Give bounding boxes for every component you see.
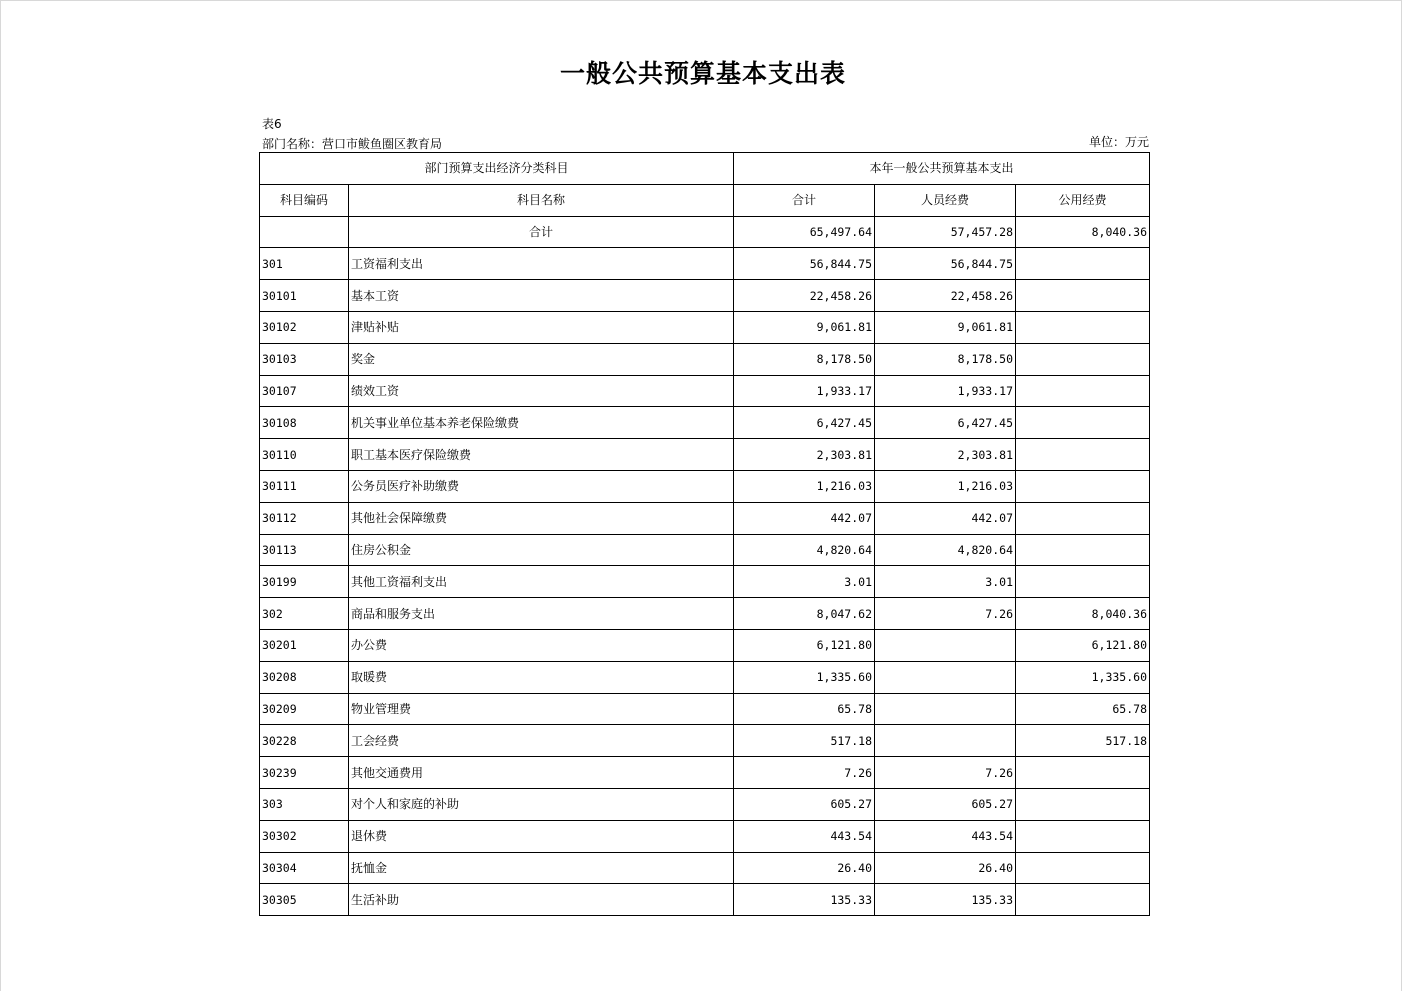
header-name: 科目名称 xyxy=(349,184,734,216)
row-public xyxy=(1016,375,1150,407)
row-total: 517.18 xyxy=(734,725,875,757)
row-code: 30108 xyxy=(260,407,349,439)
row-personnel xyxy=(875,693,1016,725)
page-edge-top xyxy=(0,0,1402,1)
table-row xyxy=(260,566,1150,598)
row-public: 8,040.36 xyxy=(1016,598,1150,630)
table-row xyxy=(260,884,1150,916)
row-total: 6,427.45 xyxy=(734,407,875,439)
row-name: 工资福利支出 xyxy=(349,248,734,280)
row-name: 办公费 xyxy=(349,629,734,661)
row-personnel: 26.40 xyxy=(875,852,1016,884)
row-code: 30305 xyxy=(260,884,349,916)
table-row xyxy=(260,343,1150,375)
table-row xyxy=(260,534,1150,566)
row-name: 住房公积金 xyxy=(349,534,734,566)
row-code: 30199 xyxy=(260,566,349,598)
row-total: 56,844.75 xyxy=(734,248,875,280)
row-total: 442.07 xyxy=(734,502,875,534)
row-total: 6,121.80 xyxy=(734,629,875,661)
page-edge-left xyxy=(0,0,1,991)
row-name: 职工基本医疗保险缴费 xyxy=(349,439,734,471)
row-personnel: 4,820.64 xyxy=(875,534,1016,566)
row-code: 30209 xyxy=(260,693,349,725)
row-code: 30112 xyxy=(260,502,349,534)
row-code: 30101 xyxy=(260,280,349,312)
table-row xyxy=(260,248,1150,280)
row-total: 7.26 xyxy=(734,757,875,789)
budget-table-body xyxy=(260,153,1150,916)
row-public: 517.18 xyxy=(1016,725,1150,757)
row-public: 65.78 xyxy=(1016,693,1150,725)
row-total: 443.54 xyxy=(734,820,875,852)
row-personnel: 442.07 xyxy=(875,502,1016,534)
row-public xyxy=(1016,470,1150,502)
row-code: 30111 xyxy=(260,470,349,502)
row-personnel: 7.26 xyxy=(875,757,1016,789)
table-row xyxy=(260,280,1150,312)
table-row xyxy=(260,375,1150,407)
row-public xyxy=(1016,852,1150,884)
row-code: 30201 xyxy=(260,629,349,661)
row-personnel: 605.27 xyxy=(875,788,1016,820)
table-row xyxy=(260,470,1150,502)
row-total: 8,178.50 xyxy=(734,343,875,375)
row-name: 物业管理费 xyxy=(349,693,734,725)
row-total: 65,497.64 xyxy=(734,216,875,248)
row-name: 取暖费 xyxy=(349,661,734,693)
table-number: 表6 xyxy=(262,117,282,131)
row-total: 135.33 xyxy=(734,884,875,916)
row-code: 303 xyxy=(260,788,349,820)
row-personnel: 443.54 xyxy=(875,820,1016,852)
row-public: 8,040.36 xyxy=(1016,216,1150,248)
row-total: 65.78 xyxy=(734,693,875,725)
header-code: 科目编码 xyxy=(260,184,349,216)
row-public xyxy=(1016,788,1150,820)
table-row xyxy=(260,661,1150,693)
row-name: 津贴补贴 xyxy=(349,311,734,343)
row-personnel: 6,427.45 xyxy=(875,407,1016,439)
row-code: 30113 xyxy=(260,534,349,566)
row-code: 30228 xyxy=(260,725,349,757)
row-public xyxy=(1016,311,1150,343)
row-code: 301 xyxy=(260,248,349,280)
table-row xyxy=(260,852,1150,884)
row-personnel xyxy=(875,661,1016,693)
row-personnel: 7.26 xyxy=(875,598,1016,630)
row-total: 26.40 xyxy=(734,852,875,884)
row-name: 合计 xyxy=(349,216,734,248)
header-row-group xyxy=(260,153,1150,185)
row-code: 30208 xyxy=(260,661,349,693)
row-total: 22,458.26 xyxy=(734,280,875,312)
row-personnel: 8,178.50 xyxy=(875,343,1016,375)
header-total: 合计 xyxy=(734,184,875,216)
row-code: 302 xyxy=(260,598,349,630)
row-code: 30102 xyxy=(260,311,349,343)
row-public xyxy=(1016,343,1150,375)
row-public xyxy=(1016,248,1150,280)
row-public xyxy=(1016,884,1150,916)
row-public xyxy=(1016,407,1150,439)
row-public xyxy=(1016,439,1150,471)
row-code: 30239 xyxy=(260,757,349,789)
row-total: 1,335.60 xyxy=(734,661,875,693)
table-row xyxy=(260,788,1150,820)
row-total: 9,061.81 xyxy=(734,311,875,343)
row-public xyxy=(1016,280,1150,312)
row-personnel xyxy=(875,629,1016,661)
row-personnel: 57,457.28 xyxy=(875,216,1016,248)
row-code: 30107 xyxy=(260,375,349,407)
row-code: 30304 xyxy=(260,852,349,884)
header-personnel: 人员经费 xyxy=(875,184,1016,216)
table-row xyxy=(260,725,1150,757)
header-public: 公用经费 xyxy=(1016,184,1150,216)
row-name: 机关事业单位基本养老保险缴费 xyxy=(349,407,734,439)
row-personnel: 9,061.81 xyxy=(875,311,1016,343)
row-name: 对个人和家庭的补助 xyxy=(349,788,734,820)
row-public xyxy=(1016,757,1150,789)
header-basic-expenditure: 本年一般公共预算基本支出 xyxy=(734,153,1150,185)
row-public xyxy=(1016,566,1150,598)
row-total: 2,303.81 xyxy=(734,439,875,471)
table-row xyxy=(260,693,1150,725)
document-title: 一般公共预算基本支出表 xyxy=(559,59,846,88)
row-personnel: 2,303.81 xyxy=(875,439,1016,471)
row-name: 工会经费 xyxy=(349,725,734,757)
row-personnel: 56,844.75 xyxy=(875,248,1016,280)
table-row xyxy=(260,439,1150,471)
row-name: 其他工资福利支出 xyxy=(349,566,734,598)
row-total: 4,820.64 xyxy=(734,534,875,566)
row-name: 公务员医疗补助缴费 xyxy=(349,470,734,502)
table-row xyxy=(260,216,1150,248)
row-code: 30110 xyxy=(260,439,349,471)
unit-label: 单位：万元 xyxy=(1088,135,1149,149)
table-row xyxy=(260,629,1150,661)
row-personnel: 135.33 xyxy=(875,884,1016,916)
header-economic-classification: 部门预算支出经济分类科目 xyxy=(260,153,734,185)
row-name: 奖金 xyxy=(349,343,734,375)
table-row xyxy=(260,598,1150,630)
header-row-columns xyxy=(260,184,1150,216)
budget-table xyxy=(259,152,1150,916)
row-code: 30103 xyxy=(260,343,349,375)
row-total: 8,047.62 xyxy=(734,598,875,630)
row-name: 绩效工资 xyxy=(349,375,734,407)
row-name: 退休费 xyxy=(349,820,734,852)
row-total: 3.01 xyxy=(734,566,875,598)
row-personnel: 1,216.03 xyxy=(875,470,1016,502)
table-row xyxy=(260,820,1150,852)
row-personnel: 1,933.17 xyxy=(875,375,1016,407)
row-code: 30302 xyxy=(260,820,349,852)
row-personnel xyxy=(875,725,1016,757)
row-personnel: 3.01 xyxy=(875,566,1016,598)
row-name: 商品和服务支出 xyxy=(349,598,734,630)
row-public: 6,121.80 xyxy=(1016,629,1150,661)
row-name: 抚恤金 xyxy=(349,852,734,884)
table-row xyxy=(260,757,1150,789)
row-name: 其他交通费用 xyxy=(349,757,734,789)
row-name: 基本工资 xyxy=(349,280,734,312)
row-public xyxy=(1016,820,1150,852)
row-personnel: 22,458.26 xyxy=(875,280,1016,312)
department-name: 部门名称：营口市鲅鱼圈区教育局 xyxy=(262,137,443,151)
row-public xyxy=(1016,534,1150,566)
row-total: 605.27 xyxy=(734,788,875,820)
table-row xyxy=(260,407,1150,439)
row-total: 1,933.17 xyxy=(734,375,875,407)
row-name: 其他社会保障缴费 xyxy=(349,502,734,534)
row-code xyxy=(260,216,349,248)
row-name: 生活补助 xyxy=(349,884,734,916)
table-row xyxy=(260,502,1150,534)
row-public xyxy=(1016,502,1150,534)
table-row xyxy=(260,311,1150,343)
row-total: 1,216.03 xyxy=(734,470,875,502)
row-public: 1,335.60 xyxy=(1016,661,1150,693)
